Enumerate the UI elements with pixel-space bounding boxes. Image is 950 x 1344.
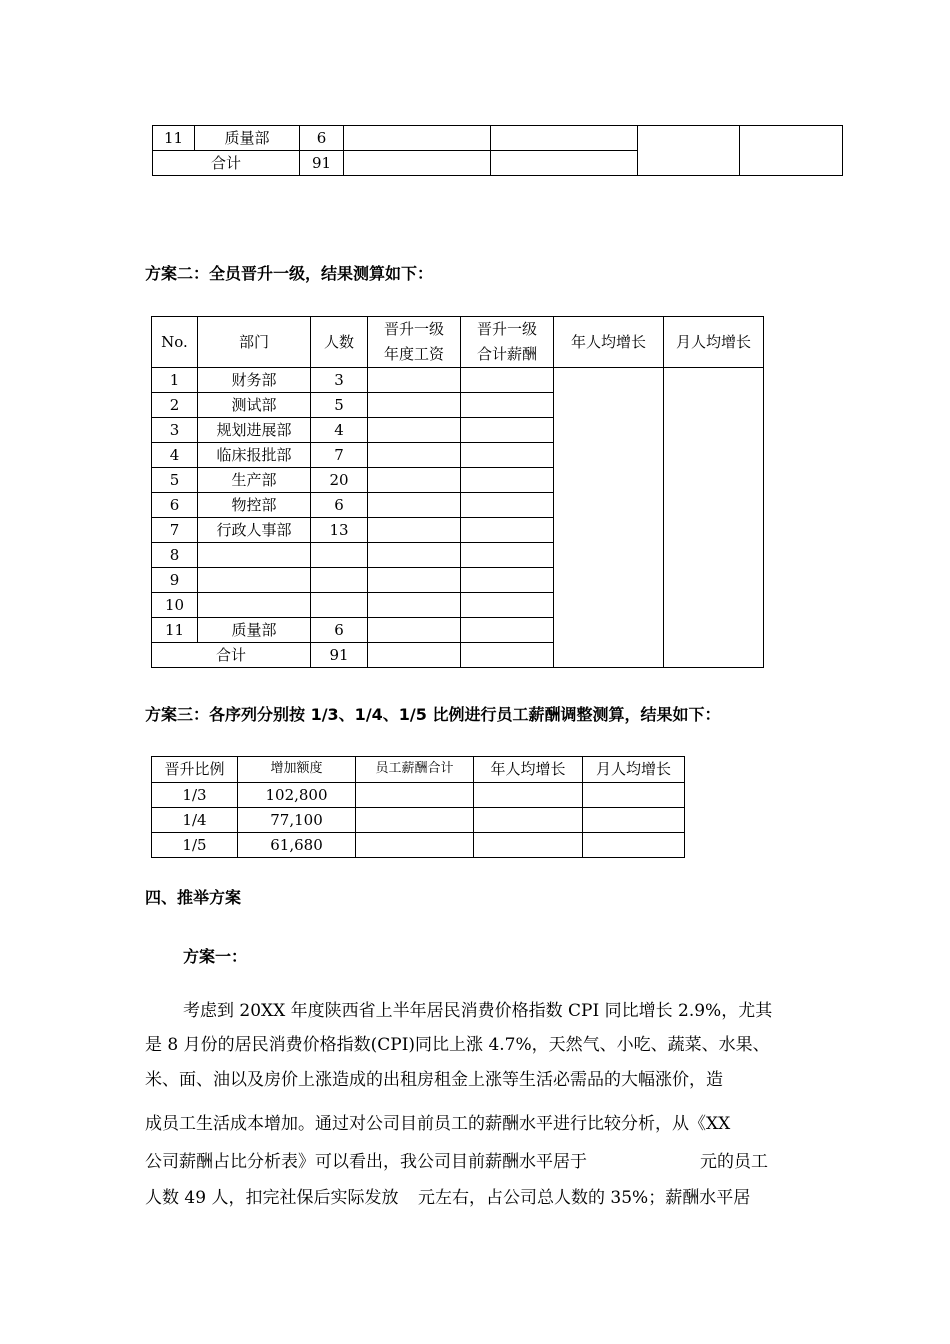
table-cell-dept: 质量部 [195,126,300,151]
table-cell-count: 7 [311,443,368,468]
table-cell-increase: 61,680 [238,833,356,858]
table-cell-count [311,568,368,593]
table-cell-dept [198,593,311,618]
header-no: No. [152,317,198,368]
table-cell-dept [198,543,311,568]
table-cell-no: 9 [152,568,198,593]
header-total-pay [461,317,554,368]
table-cell-no: 7 [152,518,198,543]
header-annual-avg: 年人均增长 [554,317,664,368]
table-cell-increase: 77,100 [238,808,356,833]
table-cell-dept: 测试部 [198,393,311,418]
table-cell-empty [461,418,554,443]
section4-heading: 四、推举方案 [145,888,242,907]
table-cell-empty [583,833,685,858]
table-cell-empty [461,618,554,643]
table-cell-count: 6 [311,493,368,518]
table-cell-count [311,543,368,568]
table-cell-empty [461,643,554,668]
header-annual-wage-line1: 晋升一级 [383,320,444,338]
table-cell-dept: 物控部 [198,493,311,518]
table-cell-dept: 财务部 [198,368,311,393]
table-cell-empty [583,783,685,808]
table-cell-count: 13 [311,518,368,543]
table-cell-empty [368,443,461,468]
header-total-pay: 员工薪酬合计 [356,757,474,783]
table-cell-empty [461,468,554,493]
table-cell-empty [344,151,491,176]
paragraph-line: 人数 49 人，扣完社保后实际发放 [145,1188,399,1208]
table-cell-ratio: 1/5 [152,833,238,858]
table-cell-empty [368,543,461,568]
table-cell-dept: 规划进展部 [198,418,311,443]
header-total-pay-line2: 合计薪酬 [476,345,537,363]
table-total-count: 91 [311,643,368,668]
table-cell-no: 6 [152,493,198,518]
header-total-pay-line1: 晋升一级 [476,320,537,338]
table-cell-empty [356,808,474,833]
header-annual-wage-line2: 年度工资 [383,345,444,363]
table-cell-dept: 质量部 [198,618,311,643]
top-table-fragment [152,125,843,176]
table-cell-count: 6 [300,126,344,151]
paragraph-line: 公司薪酬占比分析表》可以看出，我公司目前薪酬水平居于 [145,1152,587,1172]
table-cell-empty [368,568,461,593]
table-cell-empty [474,833,583,858]
table-cell-no: 11 [152,618,198,643]
table-cell-empty [368,468,461,493]
table-cell-empty [368,393,461,418]
table-cell-empty [461,368,554,393]
table-cell-increase: 102,800 [238,783,356,808]
table-cell-empty [368,493,461,518]
paragraph-line: 是 8 月份的居民消费价格指数(CPI)同比上涨 4.7%，天然气、小吃、蔬菜、水果、 [145,1035,770,1055]
table-cell-empty [368,418,461,443]
plan3-heading: 方案三：各序列分别按 1/3、1/4、1/5 比例进行员工薪酬调整测算，结果如下： [145,705,721,724]
table-cell-empty [583,808,685,833]
table-cell-empty [368,593,461,618]
paragraph-line: 成员工生活成本增加。通过对公司目前员工的薪酬水平进行比较分析，从《XX [145,1114,731,1134]
header-annual-wage [368,317,461,368]
header-monthly-avg: 月人均增长 [583,757,685,783]
table-cell-count: 4 [311,418,368,443]
table-total-label: 合计 [153,151,300,176]
header-ratio: 晋升比例 [152,757,238,783]
table-cell-no: 10 [152,593,198,618]
table-cell-no: 4 [152,443,198,468]
header-dept: 部门 [198,317,311,368]
table-cell-dept: 临床报批部 [198,443,311,468]
table-cell-empty [461,593,554,618]
table-cell-empty [461,568,554,593]
table-cell-empty [356,783,474,808]
table-cell-annual-avg [638,126,740,176]
table-total-label: 合计 [152,643,311,668]
header-monthly-avg: 月人均增长 [664,317,764,368]
plan3-table [151,756,685,858]
table-cell-empty [474,783,583,808]
header-annual-avg: 年人均增长 [474,757,583,783]
table-cell-empty [344,126,491,151]
table-cell-count [311,593,368,618]
table-cell-no: 1 [152,368,198,393]
table-cell-empty [368,518,461,543]
plan2-heading: 方案二：全员晋升一级，结果测算如下： [145,264,434,283]
table-cell-empty [368,368,461,393]
paragraph-line-fragment: 元左右，占公司总人数的 35%；薪酬水平居 [418,1188,751,1208]
table-cell-count: 6 [311,618,368,643]
table-cell-monthly-avg [740,126,843,176]
header-increase: 增加额度 [238,757,356,783]
plan2-table [151,316,764,668]
table-total-count: 91 [300,151,344,176]
table-cell-annual-avg [554,368,664,668]
table-cell-no: 11 [153,126,195,151]
paragraph-line-fragment: 元的员工 [700,1152,768,1172]
table-cell-empty [461,543,554,568]
table-cell-empty [368,643,461,668]
table-cell-dept: 生产部 [198,468,311,493]
table-cell-count: 5 [311,393,368,418]
table-cell-no: 3 [152,418,198,443]
table-cell-empty [474,808,583,833]
table-cell-no: 5 [152,468,198,493]
table-cell-count: 20 [311,468,368,493]
table-cell-empty [461,518,554,543]
table-cell-no: 2 [152,393,198,418]
table-cell-ratio: 1/4 [152,808,238,833]
table-cell-ratio: 1/3 [152,783,238,808]
table-cell-empty [461,443,554,468]
paragraph-line: 米、面、油以及房价上涨造成的出租房租金上涨等生活必需品的大幅涨价，造 [145,1070,723,1090]
table-cell-monthly-avg [664,368,764,668]
section4-subheading: 方案一： [183,947,248,966]
table-cell-empty [356,833,474,858]
table-cell-empty [491,126,638,151]
header-count: 人数 [311,317,368,368]
paragraph-line: 考虑到 20XX 年度陕西省上半年居民消费价格指数 CPI 同比增长 2.9%，尤其 [183,1001,773,1021]
table-cell-empty [461,493,554,518]
table-cell-dept [198,568,311,593]
table-cell-empty [461,393,554,418]
table-cell-dept: 行政人事部 [198,518,311,543]
table-cell-count: 3 [311,368,368,393]
table-cell-no: 8 [152,543,198,568]
table-cell-empty [491,151,638,176]
table-cell-empty [368,618,461,643]
